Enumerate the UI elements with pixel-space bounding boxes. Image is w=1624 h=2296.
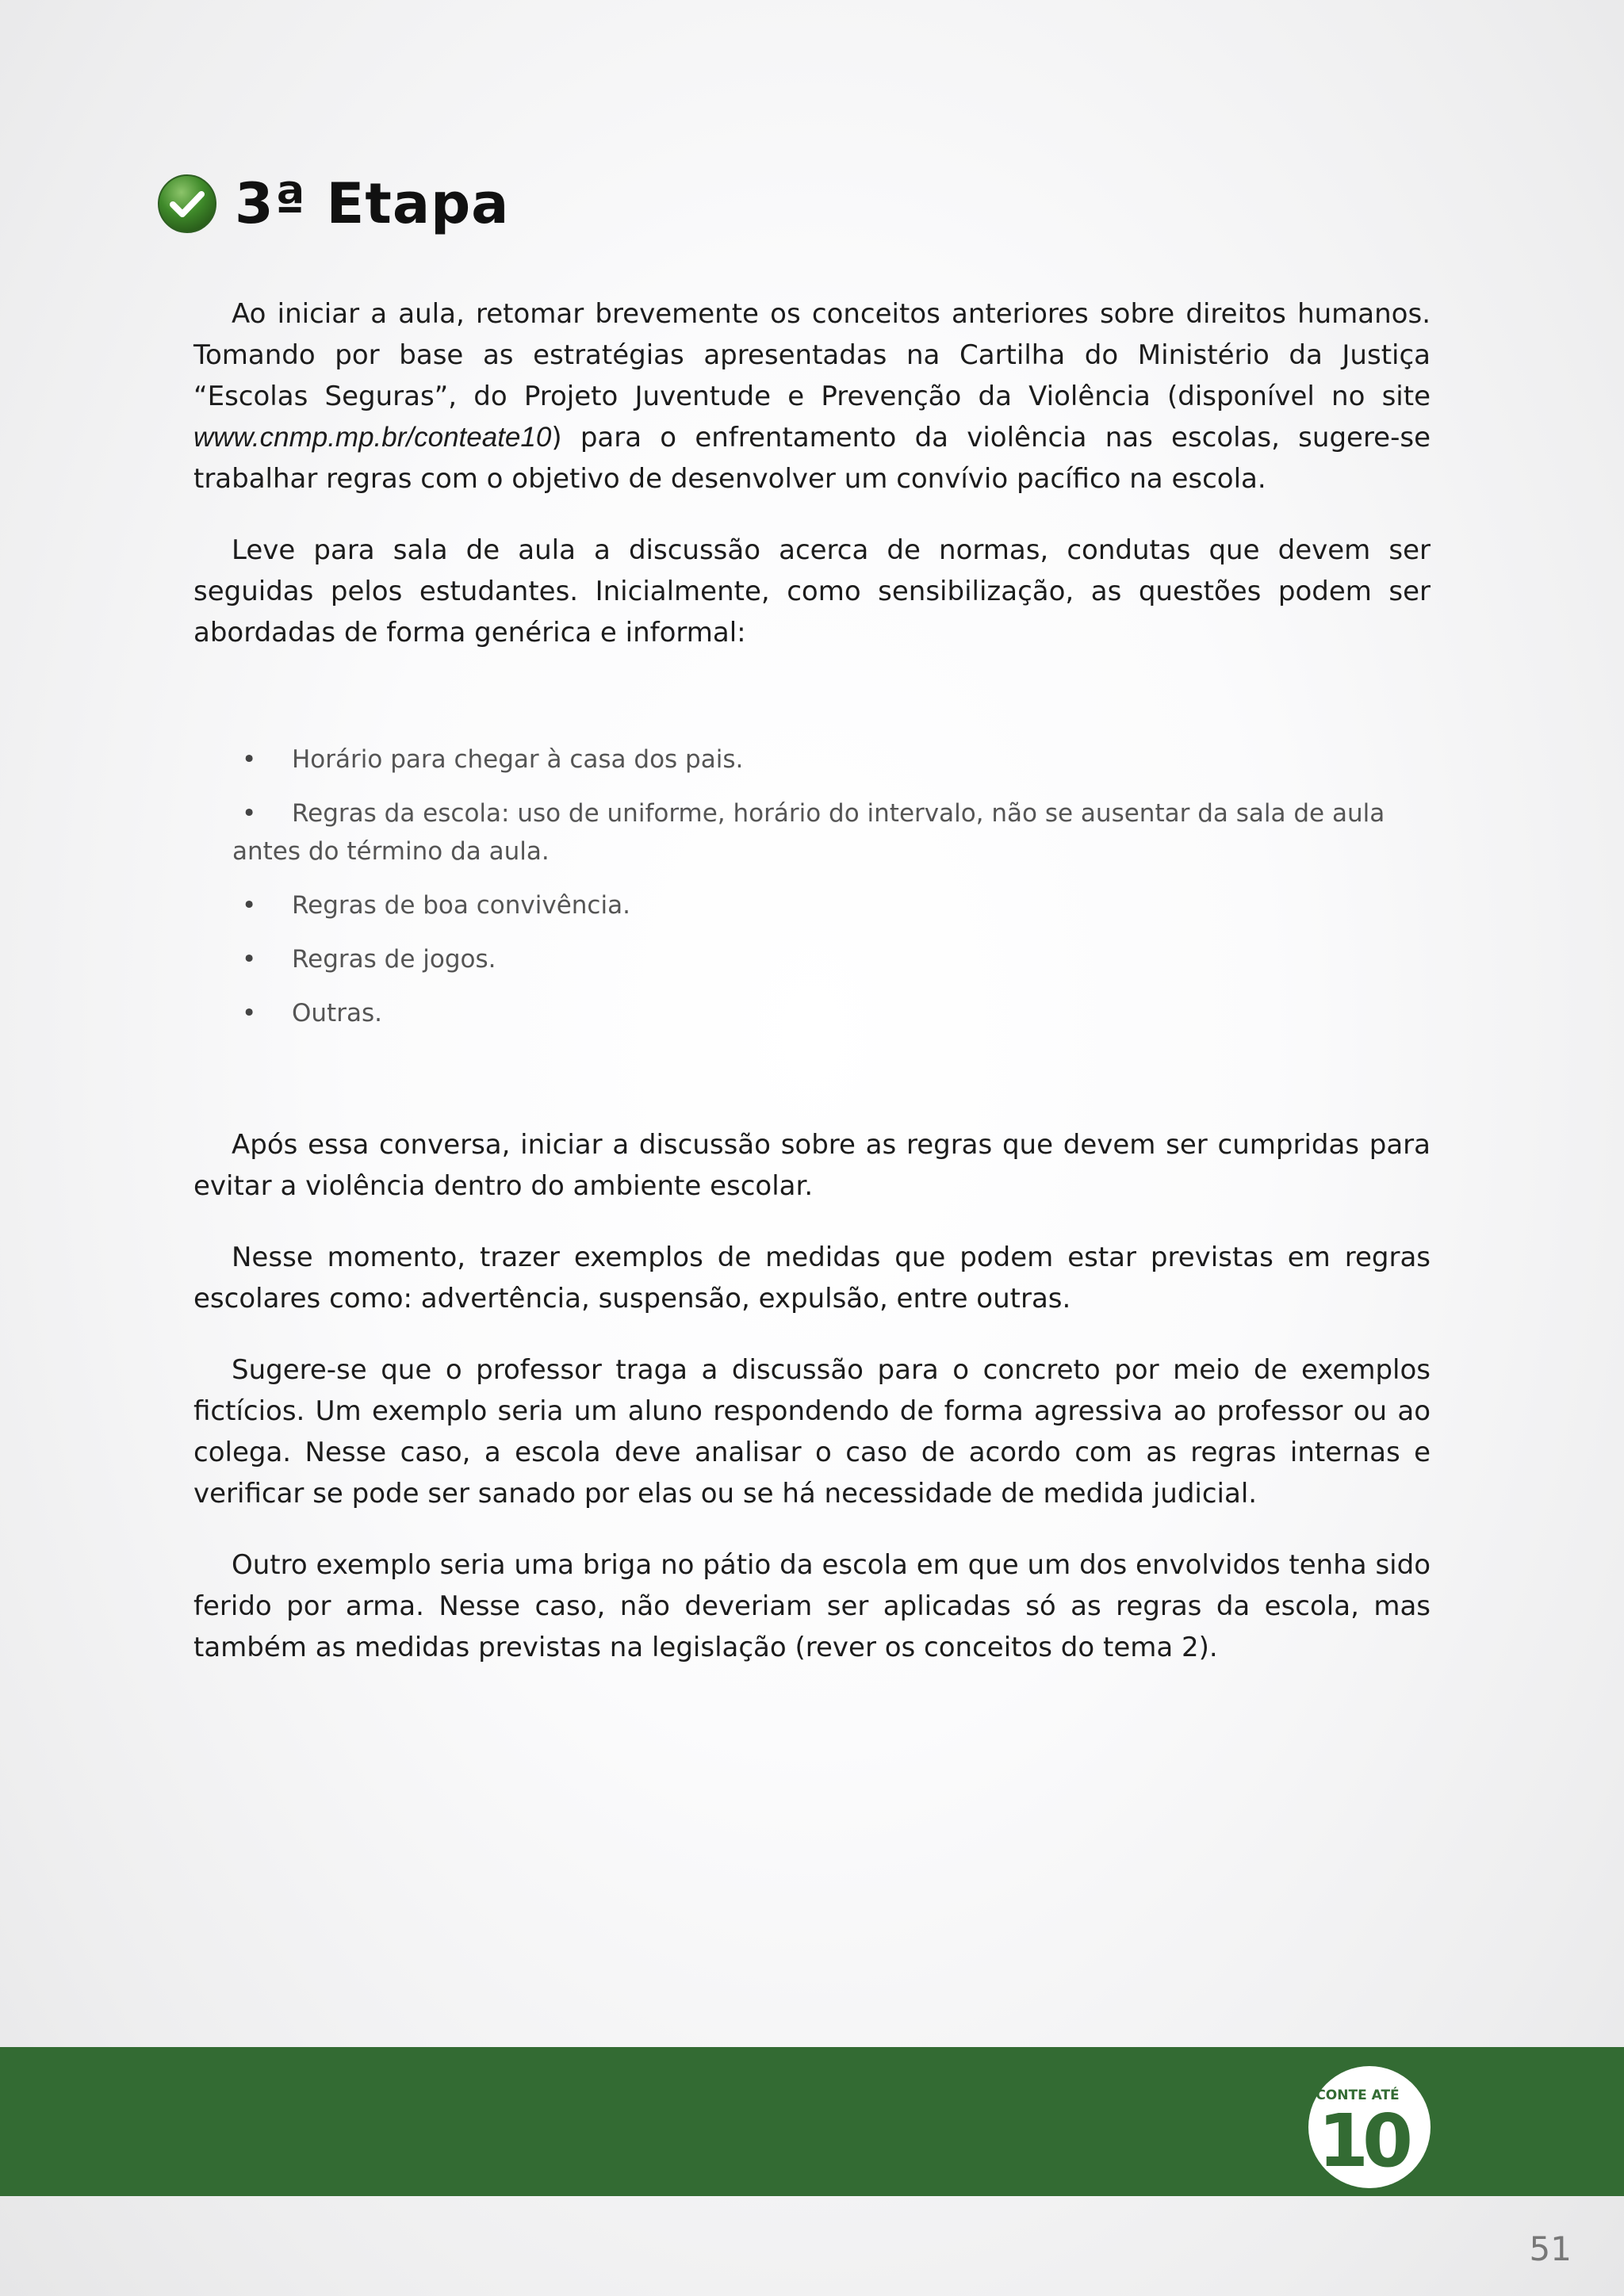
check-circle-icon: [157, 174, 217, 234]
paragraph-rules: Leve para sala de aula a discussão acerca de normas, condutas que devem ser seguidas pelos estudantes. Inicialmente, como sensibilização, as questões podem ser abordadas de forma genérica e informal:: [193, 534, 1431, 649]
list-item: [232, 994, 1431, 1032]
logo-number: 10: [1317, 2099, 1408, 2183]
paragraph-text: Ao iniciar a aula, retomar brevemente os conceitos anteriores sobre direitos humanos. Tomando por base as estratégias apresentadas na Cartilha do Ministério da Justiça “Escolas Seguras”, do Projeto Juventude e Prevenção da Violência (disponível no site: [193, 298, 1431, 412]
list-item-text: Regras de boa convivência.: [292, 891, 630, 920]
paragraph-text: ) para o enfrentamento da violência nas escolas, sugere-se trabalhar regras com o objetivo de desenvolver um convívio pacífico na escola.: [193, 422, 1431, 495]
section-heading: [157, 171, 509, 236]
bullet-icon: •: [242, 891, 257, 920]
list-item: [232, 886, 1431, 924]
bullet-icon: •: [242, 999, 257, 1027]
list-item-text: Outras.: [292, 999, 382, 1027]
paragraph-intro: [193, 293, 1431, 499]
bullet-icon: •: [242, 745, 257, 774]
list-item-text: Regras da escola: uso de uniforme, horário do intervalo, não se ausentar da sala de aula antes do término da aula.: [232, 799, 1385, 866]
logo-text: CONTE ATÉ: [1316, 2087, 1400, 2103]
bullet-icon: •: [242, 799, 257, 828]
bullet-icon: •: [242, 945, 257, 974]
paragraph: Outro exemplo seria uma briga no pátio da escola em que um dos envolvidos tenha sido ferido por arma. Nesse caso, não deveriam ser aplicadas só as regras da escola, mas também as medidas previstas na legislação (rever os conceitos do tema 2).: [193, 1549, 1431, 1663]
closing-paragraphs: [193, 1124, 1431, 1698]
page-number: 51: [1529, 2229, 1572, 2268]
list-item: [232, 740, 1431, 779]
bullet-list: [232, 740, 1431, 1048]
list-item-text: Regras de jogos.: [292, 945, 496, 974]
paragraph: Após essa conversa, iniciar a discussão sobre as regras que devem ser cumpridas para evitar a violência dentro do ambiente escolar.: [193, 1129, 1431, 1202]
website-link[interactable]: www.cnmp.mp.br/conteate10: [193, 422, 552, 453]
intro-paragraphs: [193, 293, 1431, 683]
list-item: [232, 794, 1431, 871]
list-item: [232, 940, 1431, 978]
paragraph: Sugere-se que o professor traga a discussão para o concreto por meio de exemplos fictícios. Um exemplo seria um aluno respondendo de forma agressiva ao professor ou ao colega. Nesse caso, a escola deve analisar o caso de acordo com as regras internas e verificar se pode ser sanado por elas ou se há necessidade de medida judicial.: [193, 1354, 1431, 1510]
conte-ate-10-logo: [1307, 2064, 1432, 2190]
list-item-text: Horário para chegar à casa dos pais.: [292, 745, 744, 774]
page-title: 3ª Etapa: [235, 171, 510, 236]
paragraph: Nesse momento, trazer exemplos de medidas que podem estar previstas em regras escolares como: advertência, suspensão, expulsão, entre outras.: [193, 1242, 1431, 1314]
